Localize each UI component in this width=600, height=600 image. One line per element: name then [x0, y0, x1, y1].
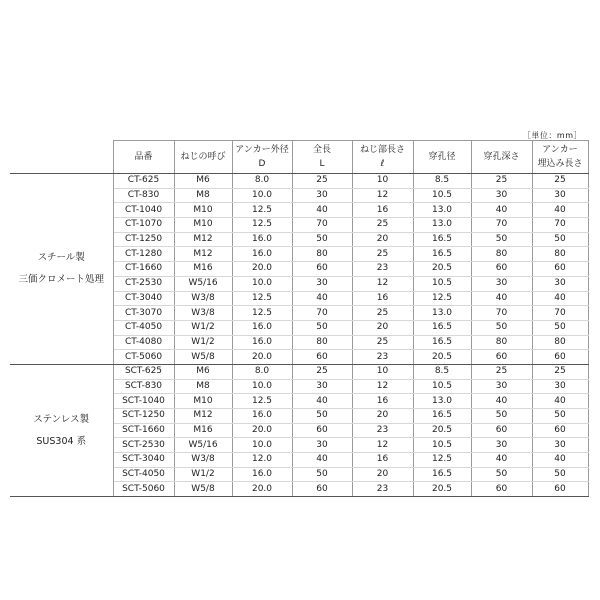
material-name: ステンレス製	[33, 413, 90, 425]
cell-embed-depth: 80	[532, 335, 588, 350]
cell-part-no: SCT-2530	[113, 438, 174, 453]
cell-thread-length: 23	[352, 262, 413, 277]
cell-hole-diameter: 13.0	[413, 218, 471, 233]
cell-hole-depth: 50	[471, 320, 532, 335]
cell-embed-depth: 60	[532, 423, 588, 438]
cell-thread-length: 23	[352, 423, 413, 438]
cell-hole-depth: 40	[471, 291, 532, 306]
cell-part-no: SCT-1250	[113, 409, 174, 424]
cell-thread-length: 12	[352, 438, 413, 453]
header-embed-depth-line1: アンカー	[542, 145, 578, 155]
cell-hole-depth: 50	[471, 232, 532, 247]
header-thread-length-line1: ねじ部長さ	[359, 145, 405, 155]
cell-thread: M12	[174, 247, 232, 262]
cell-hole-diameter: 20.5	[413, 423, 471, 438]
cell-anchor-od: 20.0	[232, 350, 292, 365]
cell-hole-depth: 30	[471, 276, 532, 291]
cell-hole-diameter: 20.5	[413, 262, 471, 277]
cell-hole-depth: 80	[471, 335, 532, 350]
cell-embed-depth: 50	[532, 320, 588, 335]
cell-hole-diameter: 10.5	[413, 379, 471, 394]
cell-part-no: SCT-4050	[113, 467, 174, 482]
cell-embed-depth: 60	[532, 262, 588, 277]
cell-thread-length: 20	[352, 409, 413, 424]
cell-thread-length: 16	[352, 453, 413, 468]
cell-hole-diameter: 16.5	[413, 467, 471, 482]
cell-hole-depth: 40	[471, 203, 532, 218]
cell-anchor-od: 12.5	[232, 291, 292, 306]
cell-length: 25	[292, 364, 352, 379]
cell-length: 30	[292, 188, 352, 203]
cell-part-no: SCT-3040	[113, 453, 174, 468]
cell-anchor-od: 20.0	[232, 262, 292, 277]
cell-length: 50	[292, 232, 352, 247]
cell-hole-depth: 50	[471, 467, 532, 482]
cell-embed-depth: 30	[532, 438, 588, 453]
header-embed-depth-line2: 埋込み長さ	[537, 159, 583, 169]
cell-part-no: CT-1280	[113, 247, 174, 262]
cell-embed-depth: 50	[532, 232, 588, 247]
cell-hole-depth: 25	[471, 174, 532, 189]
material-finish: 三価クロメート処理	[18, 273, 104, 285]
cell-length: 60	[292, 423, 352, 438]
cell-hole-diameter: 8.5	[413, 364, 471, 379]
cell-thread: M10	[174, 394, 232, 409]
cell-part-no: CT-1660	[113, 262, 174, 277]
cell-anchor-od: 12.5	[232, 306, 292, 321]
cell-part-no: CT-830	[113, 188, 174, 203]
cell-thread: W3/8	[174, 453, 232, 468]
material-finish: SUS304 系	[36, 435, 87, 447]
cell-embed-depth: 60	[532, 350, 588, 365]
cell-anchor-od: 16.0	[232, 467, 292, 482]
cell-thread: W5/16	[174, 276, 232, 291]
cell-thread: M8	[174, 188, 232, 203]
cell-anchor-od: 12.5	[232, 394, 292, 409]
cell-part-no: SCT-5060	[113, 482, 174, 497]
cell-hole-diameter: 13.0	[413, 306, 471, 321]
cell-length: 80	[292, 335, 352, 350]
cell-thread-length: 20	[352, 232, 413, 247]
cell-hole-diameter: 10.5	[413, 276, 471, 291]
cell-part-no: CT-1250	[113, 232, 174, 247]
cell-hole-diameter: 12.5	[413, 453, 471, 468]
table-row	[10, 364, 588, 379]
cell-thread: M10	[174, 203, 232, 218]
spec-table	[10, 140, 589, 497]
cell-hole-depth: 30	[471, 438, 532, 453]
cell-anchor-od: 16.0	[232, 247, 292, 262]
cell-length: 50	[292, 467, 352, 482]
cell-thread-length: 16	[352, 291, 413, 306]
cell-anchor-od: 8.0	[232, 174, 292, 189]
cell-thread: M12	[174, 232, 232, 247]
cell-embed-depth: 30	[532, 188, 588, 203]
cell-hole-diameter: 13.0	[413, 394, 471, 409]
cell-length: 60	[292, 482, 352, 497]
header-row	[10, 141, 588, 174]
cell-hole-diameter: 16.5	[413, 335, 471, 350]
cell-hole-depth: 70	[471, 218, 532, 233]
header-thread-length-line2: ℓ	[380, 159, 385, 169]
cell-length: 25	[292, 174, 352, 189]
cell-thread: M10	[174, 218, 232, 233]
table-row	[10, 174, 588, 189]
cell-embed-depth: 40	[532, 394, 588, 409]
cell-embed-depth: 30	[532, 276, 588, 291]
header-thread-length	[352, 141, 413, 174]
header-anchor-od-line1: アンカー外径	[235, 145, 289, 155]
cell-thread: M12	[174, 409, 232, 424]
header-length-line1: 全長	[312, 145, 331, 155]
cell-hole-depth: 50	[471, 409, 532, 424]
material-name: スチール製	[37, 251, 85, 263]
cell-embed-depth: 50	[532, 409, 588, 424]
header-anchor-od	[232, 141, 292, 174]
cell-anchor-od: 16.0	[232, 232, 292, 247]
cell-embed-depth: 30	[532, 379, 588, 394]
cell-thread: M6	[174, 174, 232, 189]
cell-hole-depth: 60	[471, 482, 532, 497]
cell-length: 50	[292, 320, 352, 335]
cell-thread: W3/8	[174, 291, 232, 306]
cell-length: 40	[292, 453, 352, 468]
cell-part-no: SCT-625	[113, 364, 174, 379]
header-blank	[10, 141, 113, 174]
cell-hole-depth: 70	[471, 306, 532, 321]
cell-part-no: SCT-1040	[113, 394, 174, 409]
cell-part-no: CT-5060	[113, 350, 174, 365]
cell-thread-length: 12	[352, 379, 413, 394]
cell-thread: M6	[174, 364, 232, 379]
cell-length: 30	[292, 379, 352, 394]
cell-embed-depth: 70	[532, 218, 588, 233]
cell-length: 30	[292, 276, 352, 291]
cell-part-no: CT-625	[113, 174, 174, 189]
cell-hole-diameter: 16.5	[413, 409, 471, 424]
cell-anchor-od: 8.0	[232, 364, 292, 379]
unit-note: ［単位：mm］	[522, 131, 582, 140]
cell-thread: W5/16	[174, 438, 232, 453]
cell-hole-depth: 60	[471, 350, 532, 365]
cell-part-no: CT-1070	[113, 218, 174, 233]
cell-thread-length: 20	[352, 467, 413, 482]
cell-hole-diameter: 10.5	[413, 188, 471, 203]
header-hole-depth: 穿孔深さ	[471, 141, 532, 174]
header-length-line2: L	[319, 159, 325, 169]
cell-hole-diameter: 20.5	[413, 350, 471, 365]
cell-hole-depth: 25	[471, 364, 532, 379]
cell-thread: W1/2	[174, 320, 232, 335]
cell-length: 70	[292, 218, 352, 233]
cell-thread-length: 10	[352, 174, 413, 189]
cell-length: 40	[292, 203, 352, 218]
cell-anchor-od: 12.5	[232, 203, 292, 218]
cell-embed-depth: 60	[532, 482, 588, 497]
cell-thread: W5/8	[174, 482, 232, 497]
cell-part-no: SCT-830	[113, 379, 174, 394]
cell-thread-length: 23	[352, 482, 413, 497]
cell-embed-depth: 25	[532, 364, 588, 379]
table-body	[10, 174, 588, 497]
cell-embed-depth: 50	[532, 467, 588, 482]
cell-hole-depth: 80	[471, 247, 532, 262]
header-part-no: 品番	[113, 141, 174, 174]
cell-hole-depth: 40	[471, 453, 532, 468]
cell-anchor-od: 16.0	[232, 335, 292, 350]
cell-hole-diameter: 13.0	[413, 203, 471, 218]
cell-thread: M8	[174, 379, 232, 394]
cell-thread: W1/2	[174, 467, 232, 482]
header-hole-diameter: 穿孔径	[413, 141, 471, 174]
cell-part-no: CT-3070	[113, 306, 174, 321]
header-thread: ねじの呼び	[174, 141, 232, 174]
cell-anchor-od: 10.0	[232, 438, 292, 453]
cell-part-no: CT-3040	[113, 291, 174, 306]
cell-thread: W5/8	[174, 350, 232, 365]
cell-embed-depth: 80	[532, 247, 588, 262]
cell-hole-diameter: 16.5	[413, 232, 471, 247]
cell-embed-depth: 40	[532, 453, 588, 468]
cell-hole-diameter: 12.5	[413, 291, 471, 306]
cell-thread-length: 25	[352, 218, 413, 233]
cell-anchor-od: 10.0	[232, 379, 292, 394]
cell-hole-depth: 60	[471, 423, 532, 438]
header-length	[292, 141, 352, 174]
cell-part-no: SCT-1660	[113, 423, 174, 438]
cell-length: 40	[292, 394, 352, 409]
cell-anchor-od: 10.0	[232, 188, 292, 203]
material-group-label	[10, 364, 113, 496]
cell-hole-depth: 30	[471, 188, 532, 203]
cell-hole-diameter: 20.5	[413, 482, 471, 497]
cell-hole-depth: 60	[471, 262, 532, 277]
cell-thread: M16	[174, 262, 232, 277]
cell-length: 80	[292, 247, 352, 262]
header-embed-depth	[532, 141, 588, 174]
cell-thread-length: 10	[352, 364, 413, 379]
cell-hole-diameter: 8.5	[413, 174, 471, 189]
cell-thread: W1/2	[174, 335, 232, 350]
header-anchor-od-line2: D	[258, 159, 266, 169]
cell-thread-length: 12	[352, 276, 413, 291]
cell-anchor-od: 16.0	[232, 320, 292, 335]
cell-thread-length: 23	[352, 350, 413, 365]
cell-thread-length: 20	[352, 320, 413, 335]
cell-embed-depth: 70	[532, 306, 588, 321]
cell-anchor-od: 20.0	[232, 482, 292, 497]
cell-hole-diameter: 10.5	[413, 438, 471, 453]
cell-anchor-od: 12.0	[232, 453, 292, 468]
cell-thread-length: 25	[352, 335, 413, 350]
cell-anchor-od: 16.0	[232, 409, 292, 424]
cell-anchor-od: 10.0	[232, 276, 292, 291]
cell-hole-depth: 30	[471, 379, 532, 394]
cell-part-no: CT-1040	[113, 203, 174, 218]
cell-anchor-od: 20.0	[232, 423, 292, 438]
material-group-label	[10, 174, 113, 365]
cell-length: 40	[292, 291, 352, 306]
cell-thread-length: 12	[352, 188, 413, 203]
cell-part-no: CT-4050	[113, 320, 174, 335]
cell-hole-depth: 40	[471, 394, 532, 409]
cell-length: 60	[292, 262, 352, 277]
cell-thread: W3/8	[174, 306, 232, 321]
cell-length: 50	[292, 409, 352, 424]
cell-embed-depth: 40	[532, 291, 588, 306]
cell-thread-length: 16	[352, 203, 413, 218]
cell-embed-depth: 25	[532, 174, 588, 189]
cell-thread-length: 16	[352, 394, 413, 409]
cell-thread-length: 25	[352, 306, 413, 321]
cell-thread: M16	[174, 423, 232, 438]
cell-length: 70	[292, 306, 352, 321]
cell-part-no: CT-4080	[113, 335, 174, 350]
cell-hole-diameter: 16.5	[413, 247, 471, 262]
cell-anchor-od: 12.5	[232, 218, 292, 233]
cell-thread-length: 25	[352, 247, 413, 262]
cell-hole-diameter: 16.5	[413, 320, 471, 335]
cell-embed-depth: 40	[532, 203, 588, 218]
cell-part-no: CT-2530	[113, 276, 174, 291]
cell-length: 30	[292, 438, 352, 453]
cell-length: 60	[292, 350, 352, 365]
